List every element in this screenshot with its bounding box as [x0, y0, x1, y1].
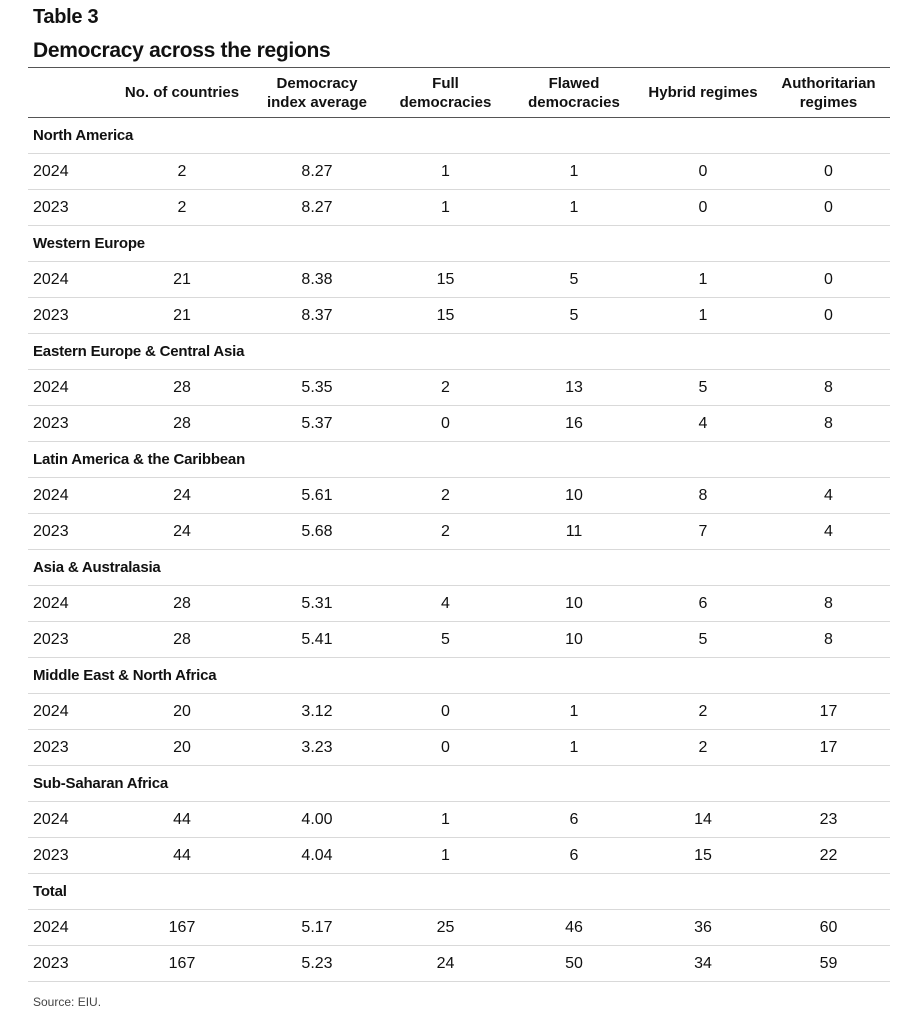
- region-row: [28, 766, 890, 802]
- cell-hybrid: 1: [639, 262, 767, 298]
- cell-year: 2023: [28, 406, 112, 442]
- cell-hybrid: 4: [639, 406, 767, 442]
- cell-avg: 8.27: [252, 190, 382, 226]
- cell-avg: 5.41: [252, 622, 382, 658]
- cell-countries: 2: [112, 154, 252, 190]
- cell-countries: 2: [112, 190, 252, 226]
- table-row: [28, 406, 890, 442]
- table-number: Table 3: [33, 6, 99, 28]
- column-header-countries: No. of countries: [124, 84, 240, 101]
- cell-auth: 0: [767, 262, 890, 298]
- source-note: Source: EIU.: [33, 995, 102, 1009]
- region-row: [28, 118, 890, 154]
- table-row: [28, 622, 890, 658]
- cell-auth: 23: [767, 802, 890, 838]
- cell-full: 0: [382, 406, 509, 442]
- cell-year: 2023: [28, 298, 112, 334]
- cell-year: 2023: [28, 190, 112, 226]
- cell-year: 2024: [28, 694, 112, 730]
- cell-avg: 4.00: [252, 802, 382, 838]
- table-body: [28, 118, 890, 982]
- cell-avg: 4.04: [252, 838, 382, 874]
- cell-countries: 28: [112, 622, 252, 658]
- cell-countries: 167: [112, 910, 252, 946]
- region-row: [28, 658, 890, 694]
- cell-flawed: 1: [509, 694, 639, 730]
- cell-hybrid: 15: [639, 838, 767, 874]
- region-row: [28, 550, 890, 586]
- table-row: [28, 586, 890, 622]
- cell-full: 2: [382, 514, 509, 550]
- cell-hybrid: 0: [639, 190, 767, 226]
- cell-avg: 5.23: [252, 946, 382, 982]
- cell-flawed: 6: [509, 838, 639, 874]
- democracy-table: [28, 67, 890, 982]
- table-figure: [28, 0, 890, 1009]
- cell-auth: 22: [767, 838, 890, 874]
- table-row: [28, 262, 890, 298]
- cell-hybrid: 2: [639, 694, 767, 730]
- cell-countries: 28: [112, 370, 252, 406]
- cell-auth: 59: [767, 946, 890, 982]
- cell-avg: 5.61: [252, 478, 382, 514]
- cell-auth: 17: [767, 694, 890, 730]
- cell-countries: 20: [112, 694, 252, 730]
- table-row: [28, 802, 890, 838]
- table-header: [28, 68, 890, 118]
- region-name: Sub-Saharan Africa: [28, 766, 890, 802]
- cell-flawed: 5: [509, 262, 639, 298]
- region-name: Latin America & the Caribbean: [28, 442, 890, 478]
- cell-full: 25: [382, 910, 509, 946]
- cell-hybrid: 0: [639, 154, 767, 190]
- cell-full: 24: [382, 946, 509, 982]
- cell-flawed: 1: [509, 154, 639, 190]
- cell-avg: 5.35: [252, 370, 382, 406]
- table-row: [28, 370, 890, 406]
- cell-year: 2023: [28, 946, 112, 982]
- cell-countries: 28: [112, 406, 252, 442]
- cell-avg: 5.31: [252, 586, 382, 622]
- cell-year: 2023: [28, 838, 112, 874]
- cell-year: 2023: [28, 730, 112, 766]
- cell-flawed: 6: [509, 802, 639, 838]
- cell-hybrid: 7: [639, 514, 767, 550]
- header-row: [28, 68, 890, 118]
- table-row: [28, 946, 890, 982]
- cell-hybrid: 34: [639, 946, 767, 982]
- cell-countries: 44: [112, 802, 252, 838]
- cell-flawed: 11: [509, 514, 639, 550]
- region-name: Total: [28, 874, 890, 910]
- cell-auth: 0: [767, 190, 890, 226]
- cell-hybrid: 5: [639, 370, 767, 406]
- region-name: Western Europe: [28, 226, 890, 262]
- cell-full: 15: [382, 298, 509, 334]
- cell-full: 1: [382, 838, 509, 874]
- table-row: [28, 838, 890, 874]
- cell-hybrid: 36: [639, 910, 767, 946]
- cell-auth: 60: [767, 910, 890, 946]
- cell-flawed: 46: [509, 910, 639, 946]
- region-row: [28, 226, 890, 262]
- cell-avg: 8.27: [252, 154, 382, 190]
- cell-flawed: 1: [509, 730, 639, 766]
- cell-full: 0: [382, 730, 509, 766]
- region-name: North America: [28, 118, 890, 154]
- table-row: [28, 694, 890, 730]
- region-row: [28, 334, 890, 370]
- cell-year: 2024: [28, 370, 112, 406]
- cell-full: 4: [382, 586, 509, 622]
- table-row: [28, 154, 890, 190]
- cell-year: 2024: [28, 802, 112, 838]
- cell-countries: 21: [112, 298, 252, 334]
- cell-year: 2023: [28, 514, 112, 550]
- cell-flawed: 1: [509, 190, 639, 226]
- cell-avg: 5.37: [252, 406, 382, 442]
- cell-flawed: 13: [509, 370, 639, 406]
- cell-year: 2024: [28, 478, 112, 514]
- cell-full: 1: [382, 802, 509, 838]
- column-header-year: [28, 68, 112, 118]
- column-header-full: Full democracies: [399, 74, 492, 111]
- cell-hybrid: 1: [639, 298, 767, 334]
- table-title: Democracy across the regions: [33, 39, 331, 62]
- cell-auth: 8: [767, 406, 890, 442]
- cell-countries: 20: [112, 730, 252, 766]
- cell-full: 1: [382, 190, 509, 226]
- cell-avg: 8.38: [252, 262, 382, 298]
- cell-flawed: 10: [509, 622, 639, 658]
- cell-flawed: 16: [509, 406, 639, 442]
- column-header-hybrid: Hybrid regimes: [648, 84, 758, 101]
- cell-auth: 8: [767, 622, 890, 658]
- cell-hybrid: 14: [639, 802, 767, 838]
- cell-hybrid: 6: [639, 586, 767, 622]
- cell-auth: 4: [767, 478, 890, 514]
- cell-countries: 28: [112, 586, 252, 622]
- region-name: Eastern Europe & Central Asia: [28, 334, 890, 370]
- table-row: [28, 910, 890, 946]
- cell-hybrid: 5: [639, 622, 767, 658]
- region-row: [28, 442, 890, 478]
- cell-year: 2024: [28, 154, 112, 190]
- cell-countries: 44: [112, 838, 252, 874]
- cell-flawed: 10: [509, 586, 639, 622]
- cell-countries: 167: [112, 946, 252, 982]
- cell-flawed: 5: [509, 298, 639, 334]
- cell-avg: 3.23: [252, 730, 382, 766]
- cell-year: 2024: [28, 262, 112, 298]
- cell-avg: 8.37: [252, 298, 382, 334]
- cell-full: 1: [382, 154, 509, 190]
- cell-auth: 0: [767, 298, 890, 334]
- cell-full: 2: [382, 370, 509, 406]
- cell-hybrid: 2: [639, 730, 767, 766]
- cell-flawed: 10: [509, 478, 639, 514]
- cell-year: 2024: [28, 586, 112, 622]
- cell-year: 2024: [28, 910, 112, 946]
- cell-countries: 24: [112, 478, 252, 514]
- column-header-auth: Authoritarian regimes: [781, 74, 876, 111]
- cell-avg: 5.17: [252, 910, 382, 946]
- table-row: [28, 514, 890, 550]
- table-row: [28, 478, 890, 514]
- cell-avg: 5.68: [252, 514, 382, 550]
- cell-flawed: 50: [509, 946, 639, 982]
- cell-year: 2023: [28, 622, 112, 658]
- table-row: [28, 298, 890, 334]
- table-row: [28, 730, 890, 766]
- region-name: Middle East & North Africa: [28, 658, 890, 694]
- cell-full: 2: [382, 478, 509, 514]
- column-header-avg: Democracy index average: [266, 74, 368, 111]
- cell-auth: 0: [767, 154, 890, 190]
- table-row: [28, 190, 890, 226]
- cell-countries: 21: [112, 262, 252, 298]
- cell-hybrid: 8: [639, 478, 767, 514]
- cell-auth: 8: [767, 370, 890, 406]
- cell-full: 0: [382, 694, 509, 730]
- column-header-flawed: Flawed democracies: [528, 74, 620, 111]
- region-row: [28, 874, 890, 910]
- cell-auth: 8: [767, 586, 890, 622]
- cell-full: 5: [382, 622, 509, 658]
- cell-auth: 17: [767, 730, 890, 766]
- cell-countries: 24: [112, 514, 252, 550]
- region-name: Asia & Australasia: [28, 550, 890, 586]
- cell-full: 15: [382, 262, 509, 298]
- cell-auth: 4: [767, 514, 890, 550]
- cell-avg: 3.12: [252, 694, 382, 730]
